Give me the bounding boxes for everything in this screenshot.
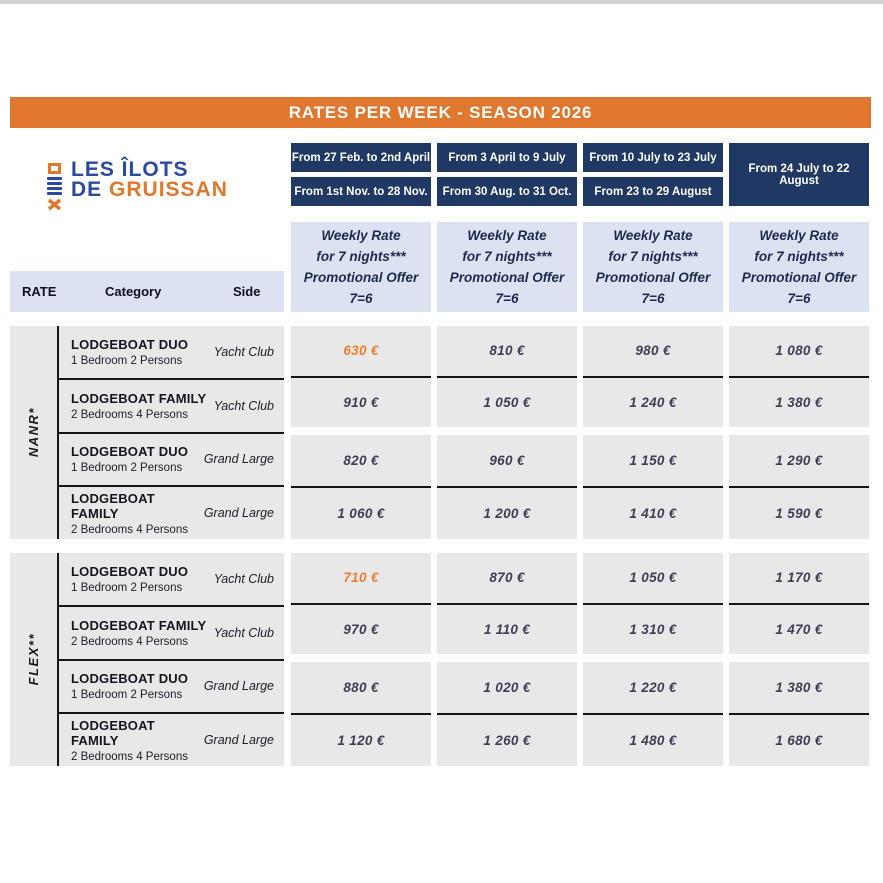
price-block xyxy=(583,662,723,766)
price-cell: 1 200 € xyxy=(483,506,531,521)
price-cell: 710 € xyxy=(343,570,379,586)
price-cell: 1 110 € xyxy=(483,621,531,637)
category-cell xyxy=(71,671,188,701)
logo-x-icon xyxy=(47,198,62,211)
price-column xyxy=(291,326,431,539)
price-cell: 1 480 € xyxy=(629,733,677,748)
price-cell: 1 590 € xyxy=(775,506,823,521)
rate-group-nanr xyxy=(0,326,883,539)
price-cell: 1 050 € xyxy=(483,394,531,410)
price-block xyxy=(291,553,431,654)
logo-line2-prefix: DE xyxy=(71,178,103,201)
weekly-rate-line: Weekly Rate xyxy=(759,228,839,243)
price-column xyxy=(437,553,577,766)
table-row xyxy=(59,380,284,434)
price-cell: 1 410 € xyxy=(629,506,677,521)
category-title: LODGEBOAT DUO xyxy=(71,444,189,460)
category-cell xyxy=(71,491,198,536)
category-title: LODGEBOAT FAMILY xyxy=(71,390,207,406)
rate-label-cell xyxy=(10,326,59,539)
price-block xyxy=(291,435,431,539)
category-title: LODGEBOAT DUO xyxy=(71,671,189,687)
price-column xyxy=(729,553,869,766)
price-cell: 1 380 € xyxy=(775,394,823,410)
table-row xyxy=(59,326,284,380)
price-cell: 1 680 € xyxy=(775,733,823,748)
side-label: Yacht Club xyxy=(213,398,274,413)
table-header xyxy=(10,271,284,312)
price-block xyxy=(729,435,869,539)
price-column xyxy=(583,553,723,766)
side-label: Grand Large xyxy=(203,733,274,748)
category-rows xyxy=(59,326,284,539)
price-cell: 630 € xyxy=(343,343,379,359)
price-cell: 1 060 € xyxy=(337,506,385,521)
weekly-rate-line: 7=6 xyxy=(349,291,373,306)
header-side: Side xyxy=(233,284,261,299)
table-row xyxy=(59,607,284,661)
logo-mark-icon xyxy=(47,160,62,211)
category-occupancy: 2 Bedrooms 4 Persons xyxy=(71,750,188,763)
side-label: Grand Large xyxy=(203,452,274,467)
price-cell: 880 € xyxy=(343,680,379,695)
logo-text xyxy=(71,160,228,200)
weekly-rate-cell xyxy=(729,222,869,312)
weekly-rate-cell xyxy=(291,222,431,312)
price-column xyxy=(729,326,869,539)
category-title: LODGEBOAT DUO xyxy=(71,563,189,579)
category-occupancy: 2 Bedrooms 4 Persons xyxy=(71,635,188,648)
category-cell xyxy=(71,391,206,421)
category-occupancy: 1 Bedroom 2 Persons xyxy=(71,581,183,594)
table-row xyxy=(59,553,284,607)
category-occupancy: 2 Bedrooms 4 Persons xyxy=(71,523,188,536)
logo-lines-icon xyxy=(47,177,62,195)
price-cell: 1 120 € xyxy=(337,733,385,748)
price-block xyxy=(437,553,577,654)
category-cell xyxy=(71,444,188,474)
price-block xyxy=(729,553,869,654)
price-cell: 1 020 € xyxy=(483,680,531,695)
category-title: LODGEBOAT DUO xyxy=(71,336,189,352)
price-cell: 1 220 € xyxy=(629,680,677,695)
price-cell: 870 € xyxy=(489,570,525,586)
logo-line2-accent: GRUISSAN xyxy=(109,178,228,201)
weekly-rate-line: for 7 nights*** xyxy=(316,249,406,264)
logo-line2 xyxy=(71,180,228,200)
weekly-rate-line: Promotional Offer xyxy=(741,270,857,285)
weekly-rate-cell xyxy=(583,222,723,312)
category-cell xyxy=(71,618,206,648)
price-cell: 1 170 € xyxy=(775,570,823,586)
brand-logo xyxy=(47,160,228,211)
weekly-rate-line: 7=6 xyxy=(787,291,811,306)
price-block xyxy=(291,326,431,427)
price-block xyxy=(437,326,577,427)
weekly-rate-line: for 7 nights*** xyxy=(608,249,698,264)
price-cell: 1 470 € xyxy=(775,621,823,637)
weekly-rate-line: Promotional Offer xyxy=(449,270,565,285)
period-cell: From 10 July to 23 July xyxy=(583,143,723,172)
period-cell: From 27 Feb. to 2nd April xyxy=(291,143,431,172)
period-cell-merged: From 24 July to 22 August xyxy=(729,143,869,206)
price-cell: 1 240 € xyxy=(629,394,677,410)
price-cell: 960 € xyxy=(489,453,525,468)
weekly-rate-cell xyxy=(437,222,577,312)
price-cell: 1 290 € xyxy=(775,453,823,468)
category-occupancy: 2 Bedrooms 4 Persons xyxy=(71,408,188,421)
window-edge-divider xyxy=(0,0,883,4)
price-block xyxy=(583,553,723,654)
period-cell: From 1st Nov. to 28 Nov. xyxy=(291,177,431,206)
side-label: Grand Large xyxy=(203,679,274,694)
category-cell xyxy=(71,337,188,367)
weekly-rate-line: for 7 nights*** xyxy=(462,249,552,264)
price-cell: 1 260 € xyxy=(483,733,531,748)
rate-group-label: NANR* xyxy=(26,407,41,458)
price-cell: 1 380 € xyxy=(775,680,823,695)
category-cell xyxy=(71,718,198,763)
price-cell: 820 € xyxy=(343,453,379,468)
category-title: LODGEBOAT FAMILY xyxy=(71,490,155,521)
category-cell xyxy=(71,564,188,594)
page-title: RATES PER WEEK - SEASON 2026 xyxy=(10,97,871,128)
weekly-rate-line: Weekly Rate xyxy=(467,228,547,243)
category-title: LODGEBOAT FAMILY xyxy=(71,717,155,748)
period-cell: From 23 to 29 August xyxy=(583,177,723,206)
price-cell: 980 € xyxy=(635,343,671,359)
group-left-panel xyxy=(10,326,284,539)
period-cell: From 30 Aug. to 31 Oct. xyxy=(437,177,577,206)
side-label: Grand Large xyxy=(203,506,274,521)
rate-group-label: FLEX** xyxy=(26,633,41,686)
weekly-rate-line: Promotional Offer xyxy=(303,270,419,285)
side-label: Yacht Club xyxy=(213,625,274,640)
price-block xyxy=(583,326,723,427)
price-block xyxy=(583,435,723,539)
weekly-rate-line: for 7 nights*** xyxy=(754,249,844,264)
category-title: LODGEBOAT FAMILY xyxy=(71,617,207,633)
header-rate: RATE xyxy=(22,284,57,299)
weekly-rate-line: 7=6 xyxy=(641,291,665,306)
rate-group-flex xyxy=(0,553,883,766)
price-column xyxy=(437,326,577,539)
price-block xyxy=(437,662,577,766)
price-cell: 970 € xyxy=(343,621,379,637)
price-block xyxy=(291,662,431,766)
period-cell: From 3 April to 9 July xyxy=(437,143,577,172)
table-row xyxy=(59,661,284,715)
price-column xyxy=(291,553,431,766)
weekly-rate-line: Weekly Rate xyxy=(321,228,401,243)
header-category: Category xyxy=(105,284,162,299)
price-cell: 1 050 € xyxy=(629,570,677,586)
group-left-panel xyxy=(10,553,284,766)
price-cell: 910 € xyxy=(343,394,379,410)
side-label: Yacht Club xyxy=(213,571,274,586)
price-block xyxy=(729,326,869,427)
price-column xyxy=(583,326,723,539)
category-occupancy: 1 Bedroom 2 Persons xyxy=(71,689,183,702)
weekly-rate-line: 7=6 xyxy=(495,291,519,306)
category-rows xyxy=(59,553,284,766)
table-row xyxy=(59,714,284,766)
weekly-rate-line: Promotional Offer xyxy=(595,270,711,285)
price-cell: 810 € xyxy=(489,343,525,359)
table-row xyxy=(59,434,284,488)
price-block xyxy=(729,662,869,766)
price-cell: 1 080 € xyxy=(775,343,823,359)
table-row xyxy=(59,487,284,539)
price-cell: 1 150 € xyxy=(629,453,677,468)
side-label: Yacht Club xyxy=(213,344,274,359)
weekly-rate-line: Weekly Rate xyxy=(613,228,693,243)
logo-square-icon xyxy=(48,163,61,174)
category-occupancy: 1 Bedroom 2 Persons xyxy=(71,462,183,475)
category-occupancy: 1 Bedroom 2 Persons xyxy=(71,354,183,367)
logo-line1: LES ÎLOTS xyxy=(71,158,189,181)
rate-label-cell xyxy=(10,553,59,766)
price-cell: 1 310 € xyxy=(629,621,677,637)
price-block xyxy=(437,435,577,539)
